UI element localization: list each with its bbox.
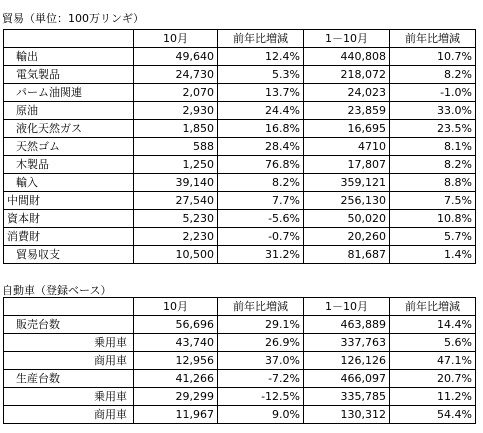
trade-header-ytd-yoy: 前年比増減 [390, 30, 476, 48]
month-yoy: 26.9% [218, 334, 304, 352]
row-label: 消費財 [4, 228, 134, 246]
month-yoy: 16.8% [218, 120, 304, 138]
month-yoy: 13.7% [218, 84, 304, 102]
ytd-value: 16,695 [304, 120, 390, 138]
month-value: 39,140 [134, 174, 218, 192]
row-label: 液化天然ガス [4, 120, 134, 138]
table-row [4, 388, 476, 406]
row-label: 資本財 [4, 210, 134, 228]
month-value: 11,967 [134, 406, 218, 424]
trade-header-row [4, 30, 476, 48]
month-yoy: 5.3% [218, 66, 304, 84]
month-value: 43,740 [134, 334, 218, 352]
auto-header-label [4, 298, 134, 316]
row-label: 販売台数 [4, 316, 134, 334]
auto-header-yoy: 前年比増減 [218, 298, 304, 316]
ytd-value: 463,889 [304, 316, 390, 334]
month-value: 49,640 [134, 48, 218, 66]
table-row [4, 138, 476, 156]
ytd-value: 256,130 [304, 192, 390, 210]
table-row [4, 352, 476, 370]
auto-header-month: 10月 [134, 298, 218, 316]
ytd-value: 4710 [304, 138, 390, 156]
table-row [4, 334, 476, 352]
month-yoy: 24.4% [218, 102, 304, 120]
month-yoy: 76.8% [218, 156, 304, 174]
table-row [4, 210, 476, 228]
row-label: パーム油関連 [4, 84, 134, 102]
ytd-yoy: 5.7% [390, 228, 476, 246]
table-row [4, 406, 476, 424]
ytd-value: 359,121 [304, 174, 390, 192]
month-yoy: -0.7% [218, 228, 304, 246]
trade-header-yoy: 前年比増減 [218, 30, 304, 48]
table-row [4, 84, 476, 102]
auto-table [3, 297, 476, 424]
ytd-value: 23,859 [304, 102, 390, 120]
ytd-value: 466,097 [304, 370, 390, 388]
auto-header-row [4, 298, 476, 316]
month-value: 29,299 [134, 388, 218, 406]
ytd-yoy: 23.5% [390, 120, 476, 138]
ytd-yoy: 11.2% [390, 388, 476, 406]
ytd-yoy: 5.6% [390, 334, 476, 352]
row-label: 天然ゴム [4, 138, 134, 156]
ytd-value: 81,687 [304, 246, 390, 264]
trade-table-title: 貿易（単位：100万リンギ） [2, 12, 144, 25]
ytd-value: 218,072 [304, 66, 390, 84]
month-value: 2,070 [134, 84, 218, 102]
month-value: 56,696 [134, 316, 218, 334]
auto-table-title: 自動車（登録ベース） [2, 284, 112, 297]
ytd-yoy: 33.0% [390, 102, 476, 120]
month-value: 1,250 [134, 156, 218, 174]
ytd-yoy: 54.4% [390, 406, 476, 424]
row-label: 木製品 [4, 156, 134, 174]
ytd-value: 50,020 [304, 210, 390, 228]
ytd-yoy: 8.2% [390, 66, 476, 84]
ytd-value: 24,023 [304, 84, 390, 102]
table-row [4, 66, 476, 84]
month-yoy: 37.0% [218, 352, 304, 370]
trade-header-label [4, 30, 134, 48]
month-yoy: -5.6% [218, 210, 304, 228]
month-value: 1,850 [134, 120, 218, 138]
ytd-yoy: 8.1% [390, 138, 476, 156]
ytd-value: 126,126 [304, 352, 390, 370]
table-row [4, 156, 476, 174]
ytd-yoy: 8.2% [390, 156, 476, 174]
trade-header-ytd: 1－10月 [304, 30, 390, 48]
month-value: 10,500 [134, 246, 218, 264]
month-yoy: 31.2% [218, 246, 304, 264]
row-label: 商用車 [4, 406, 134, 424]
ytd-value: 335,785 [304, 388, 390, 406]
ytd-value: 20,260 [304, 228, 390, 246]
trade-table [3, 29, 476, 264]
row-label: 生産台数 [4, 370, 134, 388]
ytd-value: 440,808 [304, 48, 390, 66]
table-row [4, 370, 476, 388]
row-label: 原油 [4, 102, 134, 120]
month-yoy: 7.7% [218, 192, 304, 210]
auto-header-ytd-yoy: 前年比増減 [390, 298, 476, 316]
row-label: 電気製品 [4, 66, 134, 84]
ytd-yoy: 7.5% [390, 192, 476, 210]
month-value: 5,230 [134, 210, 218, 228]
month-yoy: -7.2% [218, 370, 304, 388]
ytd-yoy: 10.8% [390, 210, 476, 228]
table-row [4, 102, 476, 120]
month-yoy: 8.2% [218, 174, 304, 192]
ytd-yoy: 10.7% [390, 48, 476, 66]
month-value: 27,540 [134, 192, 218, 210]
table-row [4, 120, 476, 138]
ytd-yoy: 14.4% [390, 316, 476, 334]
month-yoy: 9.0% [218, 406, 304, 424]
row-label: 輸出 [4, 48, 134, 66]
month-yoy: 29.1% [218, 316, 304, 334]
ytd-yoy: 47.1% [390, 352, 476, 370]
month-yoy: 28.4% [218, 138, 304, 156]
month-yoy: 12.4% [218, 48, 304, 66]
row-label: 乗用車 [4, 388, 134, 406]
ytd-value: 337,763 [304, 334, 390, 352]
month-value: 588 [134, 138, 218, 156]
row-label: 商用車 [4, 352, 134, 370]
month-value: 41,266 [134, 370, 218, 388]
ytd-value: 17,807 [304, 156, 390, 174]
table-row [4, 174, 476, 192]
row-label: 乗用車 [4, 334, 134, 352]
auto-header-ytd: 1－10月 [304, 298, 390, 316]
table-row [4, 48, 476, 66]
ytd-yoy: 8.8% [390, 174, 476, 192]
ytd-value: 130,312 [304, 406, 390, 424]
trade-header-month: 10月 [134, 30, 218, 48]
row-label: 中間財 [4, 192, 134, 210]
table-row [4, 316, 476, 334]
table-row [4, 192, 476, 210]
month-value: 2,930 [134, 102, 218, 120]
table-row [4, 228, 476, 246]
ytd-yoy: 20.7% [390, 370, 476, 388]
table-row [4, 246, 476, 264]
ytd-yoy: 1.4% [390, 246, 476, 264]
row-label: 輸入 [4, 174, 134, 192]
month-value: 24,730 [134, 66, 218, 84]
row-label: 貿易収支 [4, 246, 134, 264]
month-yoy: -12.5% [218, 388, 304, 406]
month-value: 12,956 [134, 352, 218, 370]
month-value: 2,230 [134, 228, 218, 246]
ytd-yoy: -1.0% [390, 84, 476, 102]
